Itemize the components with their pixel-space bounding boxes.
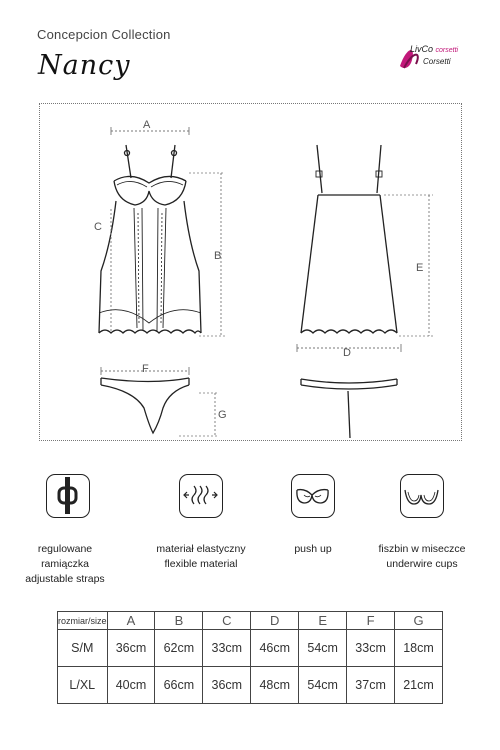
back-chemise-drawing	[297, 145, 433, 438]
table-cell: 36cm	[203, 667, 251, 704]
feature-push-up	[268, 542, 358, 557]
table-row	[58, 667, 443, 704]
size-table	[57, 611, 443, 704]
feature-label-pl: regulowane ramiączka	[37, 543, 93, 570]
table-cell: 66cm	[155, 667, 203, 704]
column-header: A	[107, 612, 155, 630]
table-cell: 62cm	[155, 630, 203, 667]
size-label: L/XL	[58, 667, 108, 704]
column-header: D	[251, 612, 299, 630]
underwire-cups-icon	[400, 474, 444, 518]
feature-label-pl: push up	[294, 543, 332, 555]
collection-name: Concepcion Collection	[37, 27, 171, 42]
table-cell: 18cm	[395, 630, 443, 667]
brand-sub: Corsetti	[423, 57, 451, 66]
column-header: E	[299, 612, 347, 630]
feature-label-en: adjustable straps	[25, 573, 105, 585]
push-up-icon	[291, 474, 335, 518]
feature-underwire-cups	[372, 542, 472, 572]
feature-label-en: underwire cups	[386, 558, 458, 570]
table-cell: 48cm	[251, 667, 299, 704]
feature-label-pl: fiszbin w miseczce	[378, 543, 466, 555]
adjustable-strap-icon	[46, 474, 90, 518]
measure-label-a: A	[143, 119, 151, 131]
column-header: B	[155, 612, 203, 630]
table-cell: 21cm	[395, 667, 443, 704]
feature-label-en: flexible material	[164, 558, 238, 570]
table-cell: 54cm	[299, 630, 347, 667]
table-cell: 40cm	[107, 667, 155, 704]
size-label: S/M	[58, 630, 108, 667]
table-row	[58, 630, 443, 667]
table-header-row	[58, 612, 443, 630]
brand-name: LivCo corsetti	[410, 44, 459, 54]
table-corner: rozmiar/size	[58, 612, 108, 630]
measure-label-e: E	[416, 262, 424, 274]
column-header: F	[347, 612, 395, 630]
garment-drawings	[39, 103, 462, 441]
measure-label-f: F	[142, 363, 149, 375]
table-cell: 33cm	[347, 630, 395, 667]
table-cell: 33cm	[203, 630, 251, 667]
column-header: G	[395, 612, 443, 630]
measure-label-d: D	[343, 347, 351, 359]
front-chemise-drawing	[99, 127, 225, 436]
column-header: C	[203, 612, 251, 630]
table-cell: 36cm	[107, 630, 155, 667]
measure-label-c: C	[94, 221, 102, 233]
feature-flexible-material	[156, 542, 246, 572]
table-cell: 54cm	[299, 667, 347, 704]
measure-label-b: B	[214, 250, 222, 262]
feature-adjustable-straps	[20, 542, 110, 587]
measure-label-g: G	[218, 409, 227, 421]
model-name: Nancy	[38, 50, 131, 81]
feature-label-pl: materiał elastyczny	[156, 543, 246, 555]
table-cell: 37cm	[347, 667, 395, 704]
flexible-material-icon	[179, 474, 223, 518]
table-cell: 46cm	[251, 630, 299, 667]
